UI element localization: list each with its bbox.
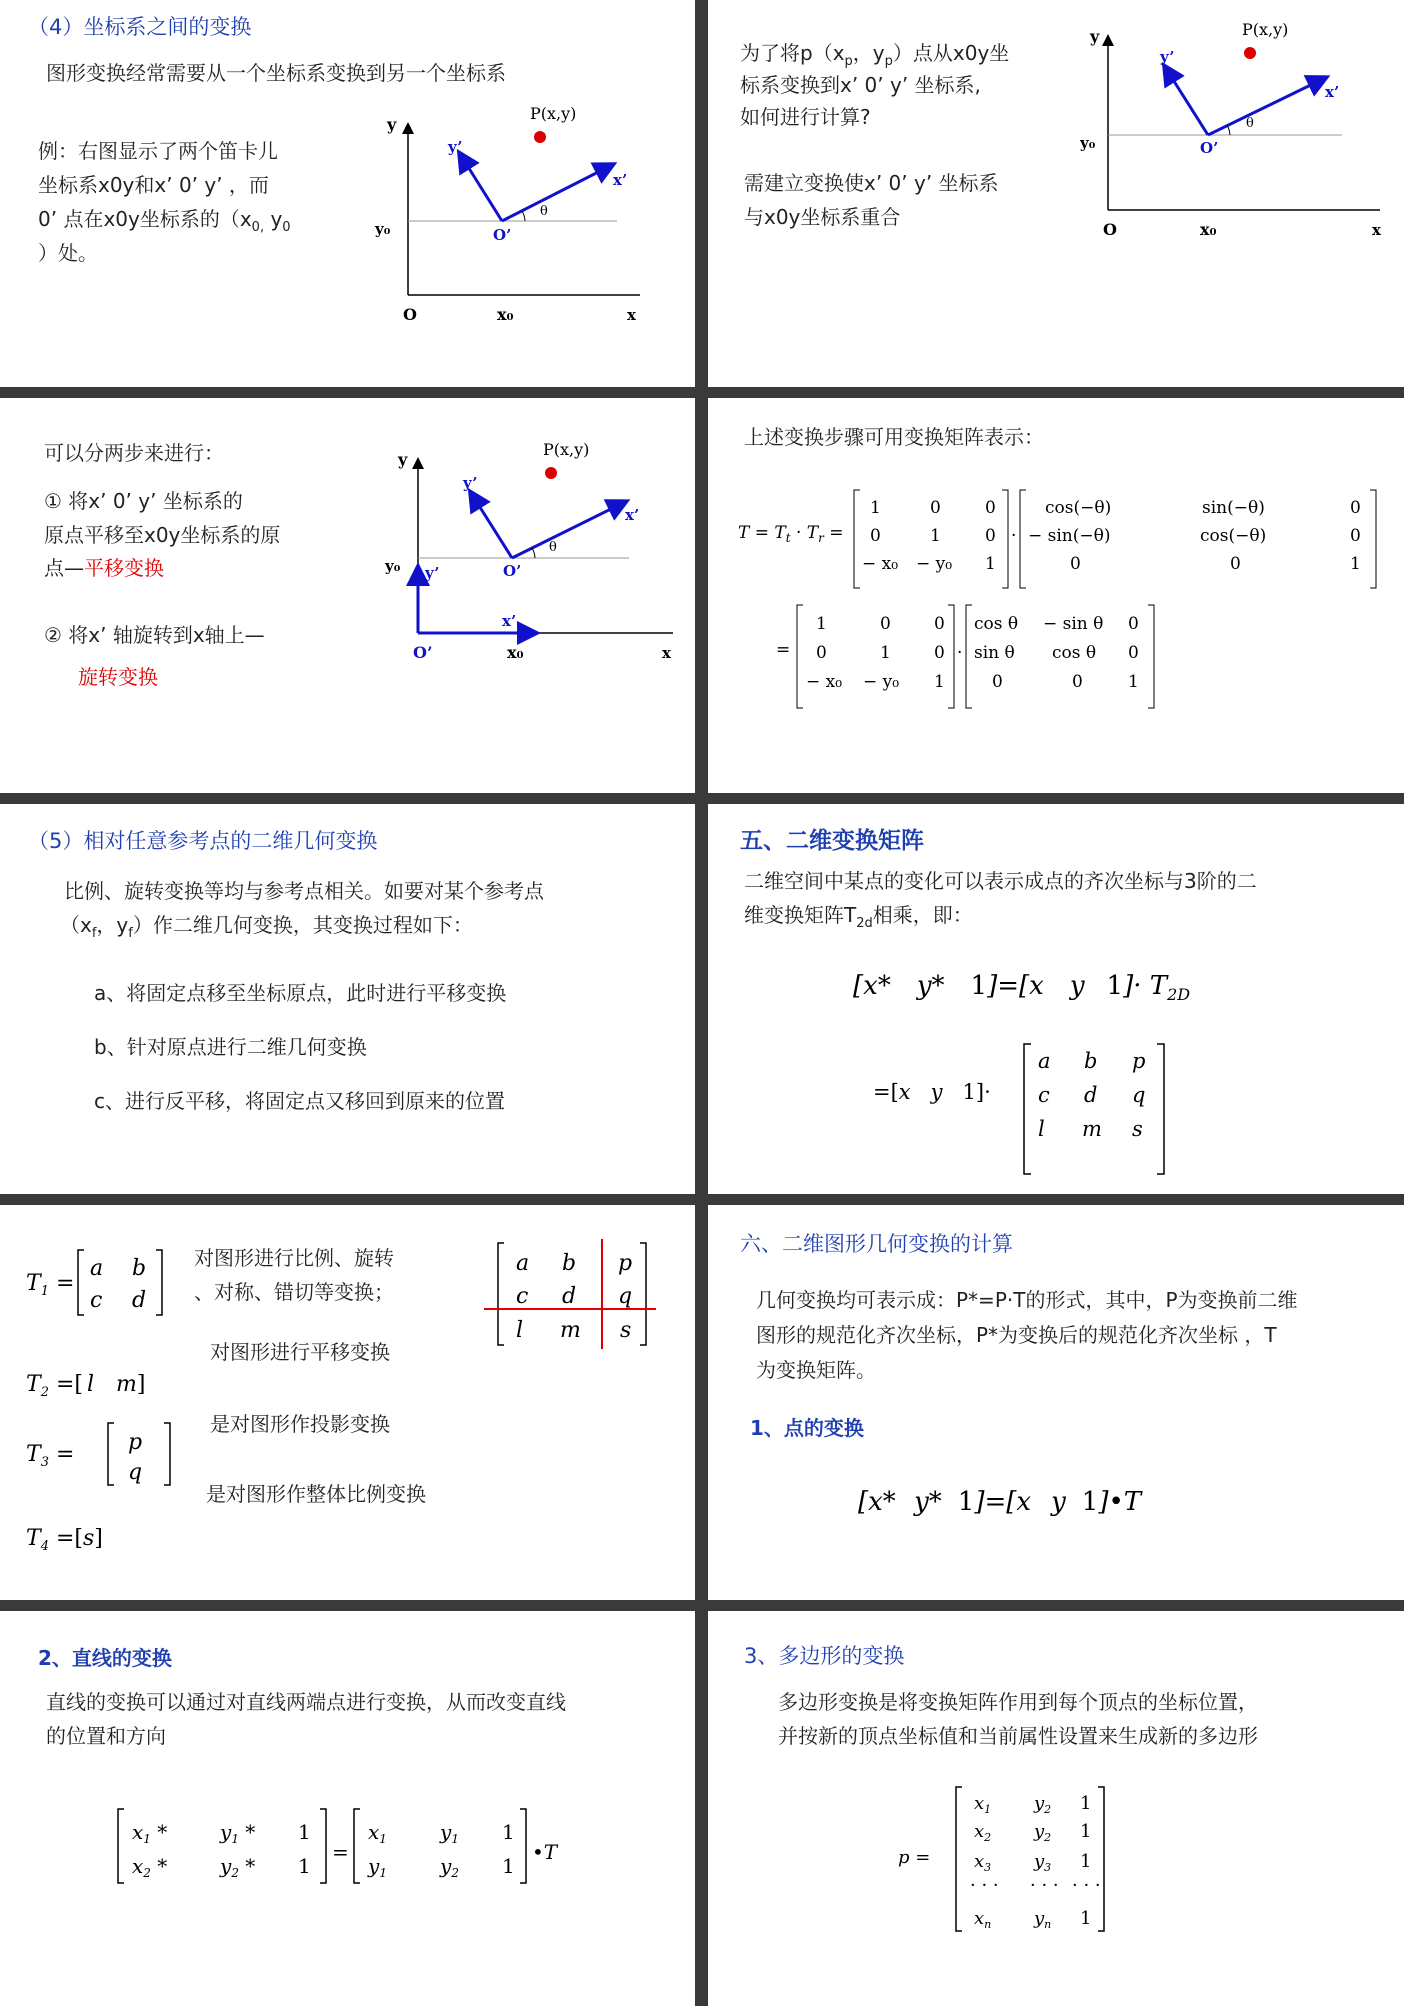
svg-text:1: 1 (985, 554, 996, 574)
svg-text:1: 1 (1080, 1793, 1092, 1814)
slide-transform-computation (708, 1205, 1404, 1600)
slide-title: 五、二维变换矩阵 (740, 828, 924, 854)
svg-text:y₀: y₀ (375, 220, 391, 238)
slide-title: 六、二维图形几何变换的计算 (740, 1232, 1013, 1256)
svg-text:c: c (90, 1288, 103, 1313)
svg-text:cos(−θ): cos(−θ) (1200, 526, 1267, 546)
svg-text:s: s (620, 1318, 632, 1343)
slide-2d-transform-matrix (708, 804, 1404, 1194)
svg-text:0: 0 (992, 672, 1003, 692)
svg-text:y1: $y_1$ (368, 1854, 387, 1880)
svg-text:y’: y’ (1160, 48, 1175, 66)
svg-text:cos(−θ): cos(−θ) (1045, 498, 1112, 518)
svg-text:l: l (1038, 1117, 1045, 1141)
svg-text:b: b (1084, 1049, 1098, 1073)
slide-submatrices (0, 1205, 695, 1600)
paragraph-line-3: 为变换矩阵。 (756, 1358, 876, 1382)
answer-line-2: 与x0y坐标系重合 (744, 205, 901, 229)
t3-description: 是对图形作投影变换 (210, 1412, 390, 1436)
svg-text:T2 =[lm]: $T_2$ =[ l m] (26, 1372, 146, 1400)
svg-text:0: 0 (880, 614, 891, 634)
step-1-line-2: 原点平移至x0y坐标系的原 (44, 523, 281, 547)
svg-text:y: y (387, 115, 397, 134)
svg-text:T3 =: $T_3$ = (26, 1442, 75, 1470)
svg-text:θ: θ (1246, 116, 1254, 131)
svg-text:•T: •T (532, 1840, 558, 1864)
step-2-line-2: 旋转变换 (78, 665, 158, 689)
svg-text:O’: O’ (413, 643, 433, 662)
t2-description: 对图形进行平移变换 (210, 1340, 390, 1364)
paragraph-line-2: 维变换矩阵$T_{2d}$相乘，即： (744, 903, 973, 931)
paragraph-line-2: 的位置和方向 (46, 1724, 166, 1748)
slide-reference-point-transform (0, 804, 695, 1194)
t4-description: 是对图形作整体比例变换 (206, 1482, 426, 1506)
step-b: b、针对原点进行二维几何变换 (94, 1035, 367, 1059)
answer-line-1: 需建立变换使x’ 0’ y’ 坐标系 (744, 171, 999, 195)
step-a: a、将固定点移至坐标原点，此时进行平移变换 (94, 981, 507, 1005)
svg-text:b: b (562, 1251, 577, 1276)
svg-text:O: O (403, 305, 417, 324)
svg-text:0: 0 (870, 526, 881, 546)
svg-text:q: q (618, 1284, 633, 1309)
svg-text:T4 =[s]: $T_4 =[s]$ (26, 1526, 103, 1554)
svg-text:[x* y*1]=[xy1]•T: [x* y* 1]=[x y 1]•T (858, 1487, 1142, 1517)
svg-text:− y₀: − y₀ (916, 554, 953, 574)
svg-text:1: 1 (502, 1820, 515, 1844)
svg-text:− y₀: − y₀ (863, 672, 900, 692)
svg-text:O’: O’ (503, 562, 522, 580)
svg-text:1: 1 (870, 498, 881, 518)
svg-text:y’: y’ (425, 564, 440, 582)
svg-text:y2: $y_2$ (440, 1854, 459, 1880)
svg-text:O: O (1103, 220, 1117, 239)
paragraph-line-1: 二维空间中某点的变化可以表示成点的齐次坐标与3阶的二 (744, 869, 1257, 893)
svg-text:1: 1 (930, 526, 941, 546)
svg-text:cos θ: cos θ (1052, 643, 1097, 663)
svg-text:cos θ: cos θ (974, 614, 1019, 634)
paragraph-line-2: （$x_f$，$y_f$）作二维几何变换，其变换过程如下： (60, 913, 473, 941)
step-1-line-1: ① 将x’ 0’ y’ 坐标系的 (44, 489, 243, 513)
svg-text:c: c (1038, 1083, 1050, 1107)
slide-coordinate-transform (0, 0, 695, 387)
matrix-equation (838, 954, 1258, 1184)
svg-text:y’: y’ (448, 138, 463, 156)
svg-text:x1 *: $x_1$ * (132, 1820, 168, 1846)
step-2-line-1: ② 将x’ 轴旋转到x轴上— (44, 623, 265, 647)
slide-line-transform (0, 1611, 695, 2006)
paragraph-line-1: 直线的变换可以通过对直线两端点进行变换，从而改变直线 (46, 1690, 566, 1714)
line-transform-equation (110, 1801, 610, 1911)
svg-text:x’: x’ (1325, 83, 1340, 101)
svg-text:c: c (516, 1284, 529, 1309)
svg-text:1: 1 (1080, 1851, 1092, 1872)
svg-text:1: 1 (1128, 672, 1139, 692)
intro-text: 图形变换经常需要从一个坐标系变换到另一个坐标系 (46, 61, 506, 85)
svg-text:=: = (332, 1840, 349, 1864)
svg-text:x₀: x₀ (497, 305, 514, 324)
svg-text:y: y (398, 450, 408, 469)
svg-text:x3: $x_3$ (974, 1851, 992, 1874)
coordinate-diagram (365, 95, 675, 330)
svg-text:[x*y*1]=[xy1]· T2D: [x* y* 1]=[x y $1]\cdot T_{2D}$ (853, 971, 1191, 1004)
svg-text:0: 0 (934, 643, 945, 663)
svg-text:p: p (128, 1430, 143, 1455)
svg-text:0: 0 (985, 526, 996, 546)
point-transform-heading: 1、点的变换 (750, 1416, 864, 1440)
svg-text:− sin θ: − sin θ (1043, 614, 1104, 634)
matrix-formula-2 (768, 593, 1288, 723)
svg-text:y1: $y_1$ (440, 1820, 459, 1846)
svg-text:xn: $x_n$ (974, 1908, 992, 1931)
svg-text:·: · (957, 643, 963, 663)
svg-text:1: 1 (1350, 554, 1361, 574)
svg-text:· · ·: · · · (970, 1875, 999, 1896)
svg-text:− sin(−θ): − sin(−θ) (1028, 526, 1111, 546)
svg-text:x’: x’ (613, 171, 628, 189)
svg-text:p =: p = (898, 1847, 931, 1868)
slide-heading: 上述变换步骤可用变换矩阵表示： (744, 425, 1044, 449)
svg-text:P(x,y): P(x,y) (543, 440, 590, 459)
svg-text:yn: $y_n$ (1034, 1908, 1052, 1931)
svg-text:0: 0 (1070, 554, 1081, 574)
svg-text:0: 0 (934, 614, 945, 634)
svg-text:d: d (1084, 1083, 1098, 1107)
svg-text:O’: O’ (493, 226, 512, 244)
svg-text:1: 1 (816, 614, 827, 634)
svg-text:=: = (776, 640, 791, 660)
polygon-matrix (898, 1779, 1178, 1939)
svg-text:y2: $y_2$ (1034, 1793, 1052, 1816)
svg-text:q: q (1132, 1083, 1146, 1107)
svg-text:1: 1 (502, 1854, 515, 1878)
svg-text:· · ·: · · · (1030, 1875, 1059, 1896)
svg-text:y2 *: $y_2$ * (220, 1854, 256, 1880)
question-line-3: 如何进行计算? (740, 105, 871, 129)
svg-text:1: 1 (1080, 1908, 1092, 1929)
svg-text:y₀: y₀ (385, 557, 401, 575)
svg-text:a: a (90, 1256, 104, 1281)
svg-text:T1 =: $T_1$ = (26, 1271, 75, 1299)
svg-text:p: p (618, 1251, 633, 1276)
svg-text:b: b (132, 1256, 147, 1281)
step-c: c、进行反平移，将固定点又移回到原来的位置 (94, 1089, 505, 1113)
svg-text:− x₀: − x₀ (862, 554, 899, 574)
slide-title: 2、直线的变换 (38, 1646, 172, 1670)
formula-lhs: $T = T_t \cdot T_r$ = (738, 523, 844, 545)
point-transform-equation (858, 1465, 1238, 1535)
t1-description-2: 、对称、错切等变换； (194, 1280, 394, 1304)
svg-text:P(x,y): P(x,y) (530, 104, 577, 123)
svg-text:θ: θ (540, 204, 548, 219)
svg-text:x: x (627, 306, 636, 324)
slide-title: 3、多边形的变换 (744, 1644, 905, 1668)
t1-description-1: 对图形进行比例、旋转 (194, 1246, 394, 1270)
example-line-4: ）处。 (38, 241, 98, 265)
svg-text:0: 0 (1350, 498, 1361, 518)
svg-text:x’: x’ (502, 612, 517, 630)
svg-text:y2: $y_2$ (1034, 1821, 1052, 1844)
example-line-2: 坐标系x0y和x’ 0’ y’ ，而 (38, 173, 269, 197)
paragraph-line-1: 几何变换均可表示成：P*=P·T的形式，其中，P为变换前二维 (756, 1288, 1298, 1312)
svg-text:y: y (1090, 27, 1100, 46)
svg-text:x₀: x₀ (1200, 220, 1217, 239)
svg-text:P(x,y): P(x,y) (1242, 20, 1289, 39)
svg-text:y3: $y_3$ (1034, 1851, 1052, 1874)
question-line-1: 为了将$p(x_p$，$y_p$）点从x0y坐 (740, 41, 1010, 69)
question-line-2: 标系变换到x’ 0’ y’ 坐标系, (740, 73, 981, 97)
svg-text:1: 1 (298, 1854, 311, 1878)
svg-text:· · ·: · · · (1072, 1875, 1101, 1896)
svg-text:x₀: x₀ (507, 643, 524, 662)
svg-text:1: 1 (1080, 1821, 1092, 1842)
step-1-line-3: 点—平移变换 (44, 556, 164, 580)
svg-text:d: d (132, 1288, 147, 1313)
slide-transform-question (708, 0, 1404, 387)
steps-intro: 可以分两步来进行： (44, 441, 224, 465)
svg-text:q: q (128, 1460, 143, 1485)
svg-text:m: m (1082, 1117, 1102, 1141)
svg-text:p: p (1132, 1049, 1146, 1073)
slide-two-steps (0, 398, 695, 793)
svg-text:0: 0 (1230, 554, 1241, 574)
slide-matrix-representation (708, 398, 1404, 793)
paragraph-line-2: 图形的规范化齐次坐标，P*为变换后的规范化齐次坐标 ，T (756, 1323, 1277, 1347)
svg-text:x: x (1372, 221, 1381, 239)
slide-polygon-transform (708, 1611, 1404, 2006)
svg-text:1: 1 (880, 643, 891, 663)
svg-text:x2: $x_2$ (974, 1821, 992, 1844)
svg-text:a: a (516, 1251, 530, 1276)
example-line-3: 0’ 点在x0y坐标系的（$x_{0,}$ $y_0$ (38, 207, 291, 235)
paragraph-line-1: 多边形变换是将变换矩阵作用到每个顶点的坐标位置， (778, 1690, 1258, 1714)
svg-text:y1 *: $y_1$ * (220, 1820, 256, 1846)
svg-text:l: l (516, 1318, 524, 1343)
svg-text:y’: y’ (463, 474, 478, 492)
svg-text:0: 0 (816, 643, 827, 663)
svg-text:0: 0 (985, 498, 996, 518)
svg-text:x: x (662, 644, 671, 662)
svg-text:sin(−θ): sin(−θ) (1202, 498, 1265, 518)
svg-text:0: 0 (1128, 614, 1139, 634)
svg-text:θ: θ (549, 540, 557, 555)
svg-text:x2 *: $x_2$ * (132, 1854, 168, 1880)
svg-text:=[xy1]·: =[x y 1]· (873, 1080, 991, 1104)
svg-text:s: s (1132, 1117, 1143, 1141)
svg-text:x’: x’ (625, 506, 640, 524)
svg-text:0: 0 (1128, 643, 1139, 663)
svg-text:m: m (560, 1318, 581, 1343)
svg-text:− x₀: − x₀ (806, 672, 843, 692)
paragraph-line-1: 比例、旋转变换等均与参考点相关。如要对某个参考点 (64, 879, 544, 903)
slide-title: （4）坐标系之间的变换 (28, 15, 252, 39)
svg-text:x1: $x_1$ (368, 1820, 387, 1846)
svg-text:sin θ: sin θ (974, 643, 1015, 663)
svg-text:O’: O’ (1200, 139, 1219, 157)
svg-text:1: 1 (934, 672, 945, 692)
coordinate-diagram (375, 438, 685, 668)
svg-text:d: d (562, 1284, 577, 1309)
svg-text:x1: $x_1$ (974, 1793, 992, 1816)
svg-text:y₀: y₀ (1080, 134, 1096, 152)
svg-text:·: · (1011, 526, 1017, 546)
coordinate-diagram (1080, 15, 1400, 245)
svg-text:0: 0 (1350, 526, 1361, 546)
svg-text:a: a (1038, 1049, 1051, 1073)
example-line-1: 例：右图显示了两个笛卡儿 (38, 139, 278, 163)
submatrix-formulas (20, 1235, 200, 1575)
partitioned-matrix (480, 1235, 660, 1360)
paragraph-line-2: 并按新的顶点坐标值和当前属性设置来生成新的多边形 (778, 1724, 1258, 1748)
svg-text:0: 0 (1072, 672, 1083, 692)
slide-title: （5）相对任意参考点的二维几何变换 (28, 829, 378, 853)
svg-text:1: 1 (298, 1820, 311, 1844)
svg-text:0: 0 (930, 498, 941, 518)
